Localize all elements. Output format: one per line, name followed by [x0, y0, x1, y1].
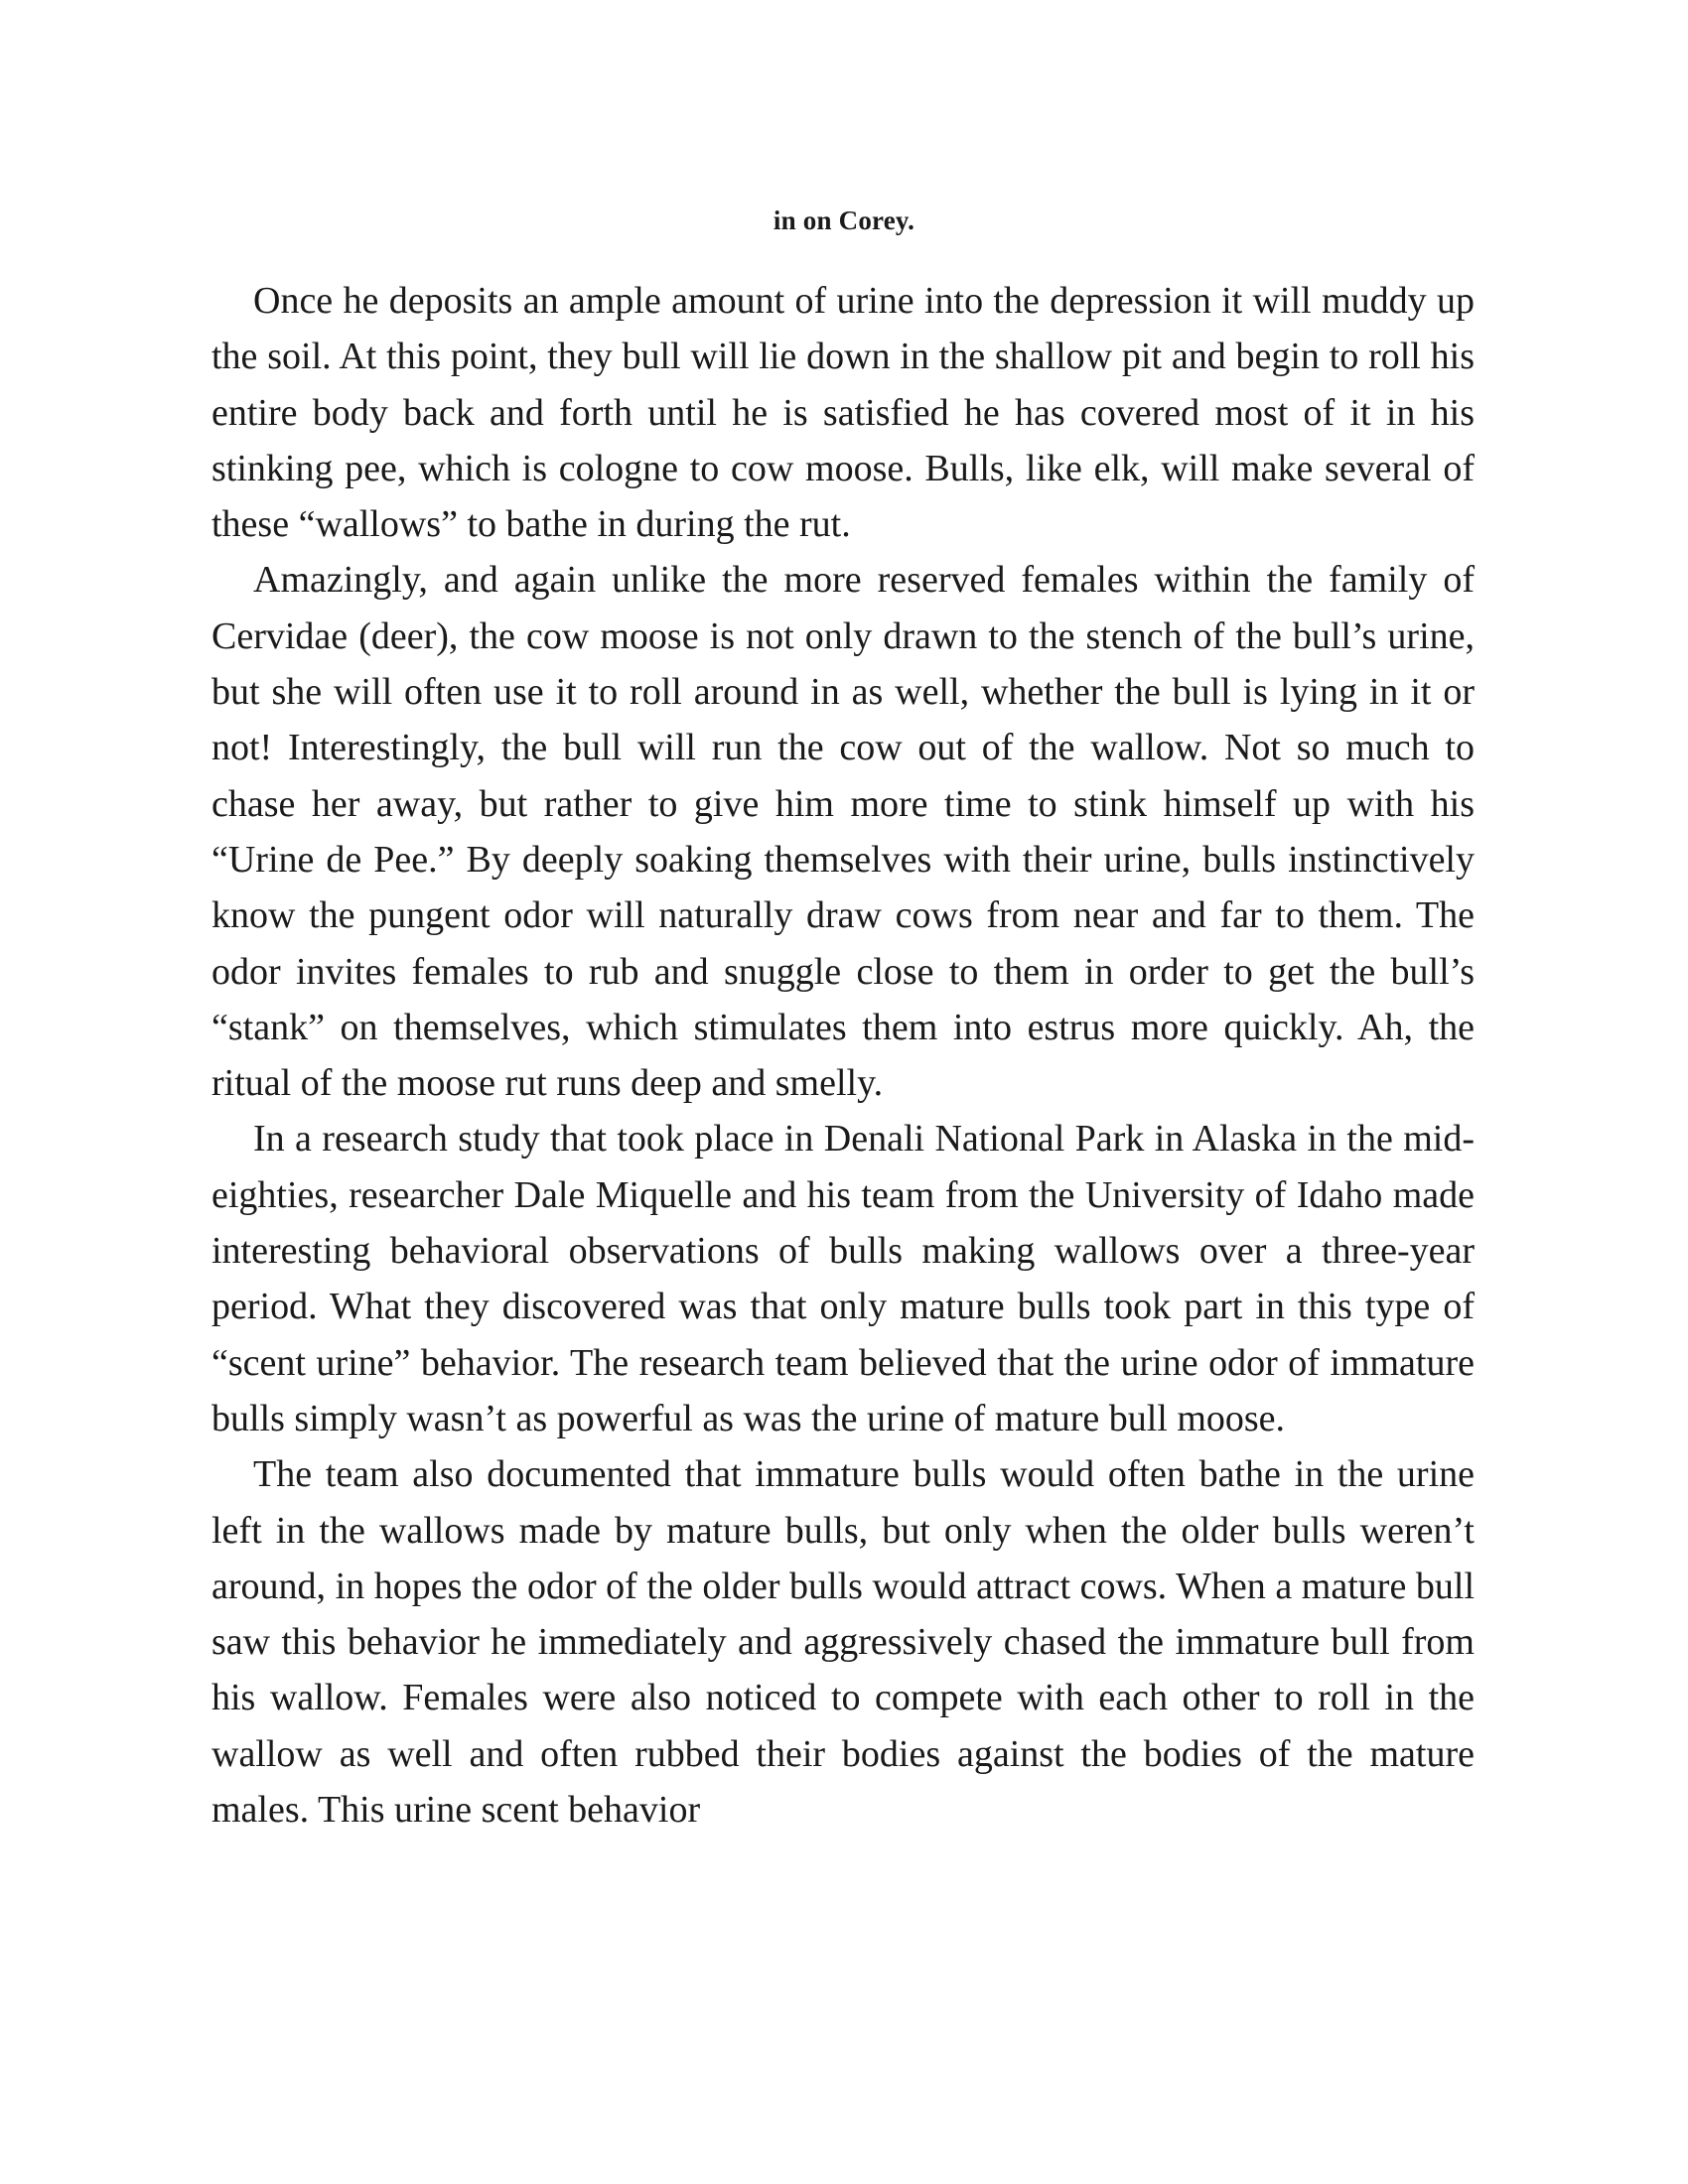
- body-text: [211, 273, 1475, 1838]
- paragraph-4: The team also documented that immature bulls would often bathe in the urine left in the wallows made by mature bulls, but only when the older bulls weren’t around, in hopes the odor of the older bulls would attract cows. When a mature bull saw this behavior he immediately and aggressively chased the immature bull from his wallow. Females were also noticed to compete with each other to roll in the wallow as well and often rubbed their bodies against the bodies of the mature males. This urine scent behavior: [211, 1453, 1475, 1832]
- running-head: in on Corey.: [773, 205, 915, 235]
- paragraph-1: Once he deposits an ample amount of urine into the depression it will muddy up the soil. At this point, they bull will lie down in the shallow pit and begin to roll his entire body back and forth until he is satisfied he has covered most of it in his stinking pee, which is cologne to cow moose. Bulls, like elk, will make several of these “wallows” to bathe in during the rut.: [211, 280, 1475, 546]
- paragraph-2: Amazingly, and again unlike the more reserved females within the family of Cervidae (deer), the cow moose is not only drawn to the stench of the bull’s urine, but she will often use it to roll around in as well, whether the bull is lying in it or not! Interestingly, the bull will run the cow out of the wallow. Not so much to chase her away, but rather to give him more time to stink himself up with his “Urine de Pee.” By deeply soaking themselves with their urine, bulls instinctively know the pungent odor will naturally draw cows from near and far to them. The odor invites females to rub and snuggle close to them in order to get the bull’s “stank” on themselves, which stimulates them into estrus more quickly. Ah, the ritual of the moose rut runs deep and smelly.: [211, 559, 1475, 1105]
- paragraph-3: In a research study that took place in Denali National Park in Alaska in the mid-eighties, researcher Dale Miquelle and his team from the University of Idaho made interesting behavioral observations of bulls making wallows over a three-year period. What they discovered was that only mature bulls took part in this type of “scent urine” behavior. The research team believed that the urine odor of immature bulls simply wasn’t as powerful as was the urine of mature bull moose.: [211, 1118, 1475, 1439]
